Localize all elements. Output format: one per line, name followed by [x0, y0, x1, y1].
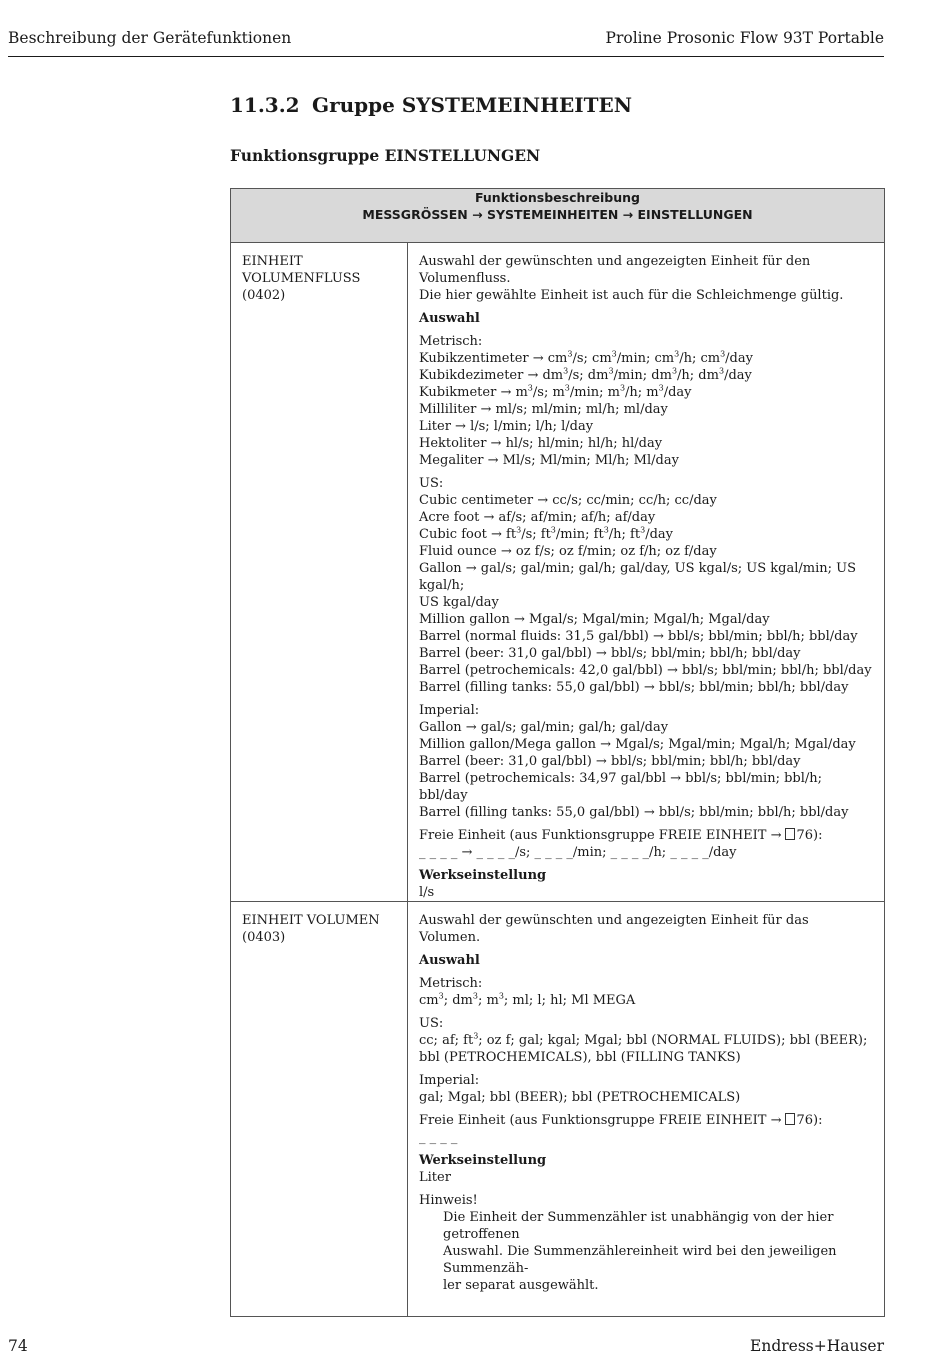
free-unit-text: Freie Einheit (aus Funktionsgruppe FREIE EINHEIT → — [419, 1113, 782, 1128]
imperial-unit-line: Million gallon/Mega gallon → Mgal/s; Mgal/min; Mgal/h; Mgal/day — [419, 737, 856, 752]
note-block — [419, 1192, 872, 1294]
default-value: l/s — [419, 885, 435, 900]
auswahl-heading: Auswahl — [419, 953, 480, 968]
imperial-title: Imperial: — [419, 1073, 480, 1088]
subsection-title: Funktionsgruppe EINSTELLUNGEN — [230, 146, 541, 165]
description-line: Auswahl der gewünschten und angezeigten Einheit für das Volumen. — [419, 913, 809, 945]
default-block — [419, 1152, 872, 1186]
imperial-title: Imperial: — [419, 703, 480, 718]
note-line: ler separat ausgewählt. — [443, 1278, 599, 1293]
page-reference: 76): — [796, 1113, 823, 1128]
function-name: EINHEIT VOLUMENFLUSS — [242, 254, 361, 286]
page-reference-icon — [785, 828, 795, 840]
imperial-unit-line: Barrel (petrochemicals: 34,97 gal/bbl → bbl/s; bbl/min; bbl/h; bbl/day — [419, 771, 823, 803]
us-title: US: — [419, 476, 444, 491]
description-line: Die hier gewählte Einheit ist auch für die Schleichmenge gültig. — [419, 288, 844, 303]
us-unit-line: Million gallon → Mgal/s; Mgal/min; Mgal/h; Mgal/day — [419, 612, 770, 627]
free-unit-block — [419, 827, 872, 861]
brand-name: Endress+Hauser — [750, 1337, 884, 1355]
us-title: US: — [419, 1016, 444, 1031]
metric-unit-line: Megaliter → Ml/s; Ml/min; Ml/h; Ml/day — [419, 453, 679, 468]
metric-unit-line: Hektoliter → hl/s; hl/min; hl/h; hl/day — [419, 436, 663, 451]
metric-unit-line: $cm^3$; $dm^3$; $m^3$; ml; l; hl; Ml MEGA — [419, 991, 636, 1008]
function-description-cell — [408, 243, 885, 902]
running-header-left: Beschreibung der Gerätefunktionen — [8, 29, 292, 47]
function-table — [230, 188, 885, 1317]
free-unit-pattern: _ _ _ _ — [419, 1130, 458, 1145]
table-row — [231, 902, 885, 1317]
metric-unit-line: Liter → l/s; l/min; l/h; l/day — [419, 419, 594, 434]
metric-units-block — [419, 975, 872, 1009]
note-line: Auswahl. Die Summenzählereinheit wird bei den jeweiligen Summenzäh- — [443, 1244, 837, 1276]
function-name-cell — [231, 902, 408, 1317]
description-line: Auswahl der gewünschten und angezeigten Einheit für den Volumenfluss. — [419, 254, 811, 286]
us-unit-line: Fluid ounce → oz f/s; oz f/min; oz f/h; oz f/day — [419, 544, 717, 559]
imperial-units-block — [419, 702, 872, 821]
imperial-unit-line: Barrel (filling tanks: 55,0 gal/bbl) → bbl/s; bbl/min; bbl/h; bbl/day — [419, 805, 849, 820]
free-unit-pattern: _ _ _ _ → _ _ _ _/s; _ _ _ _/min; _ _ _ _/h; _ _ _ _/day — [419, 845, 737, 860]
function-description-cell — [408, 902, 885, 1317]
page-number: 74 — [8, 1337, 28, 1355]
page-reference-icon — [785, 1113, 795, 1125]
us-unit-line: Cubic centimeter → cc/s; cc/min; cc/h; cc/day — [419, 493, 717, 508]
us-unit-line: cc; af; $ft^3$; oz f; gal; kgal; Mgal; bbl (NORMAL FLUIDS); bbl (BEER); — [419, 1031, 868, 1048]
metric-unit-line: Kubikzentimeter → $cm^3/s$; $cm^3/\min$; $cm^3/h$; $cm^3$/day — [419, 349, 753, 366]
metric-unit-line: Kubikmeter → $m^3/s$; $m^3/\min$; $m^3/h$; $m^3$/day — [419, 383, 692, 400]
default-heading: Werkseinstellung — [419, 1153, 547, 1168]
imperial-unit-line: Barrel (beer: 31,0 gal/bbl) → bbl/s; bbl/min; bbl/h; bbl/day — [419, 754, 801, 769]
function-name: EINHEIT VOLUMEN — [242, 913, 380, 928]
default-value: Liter — [419, 1170, 451, 1185]
us-unit-line: Barrel (petrochemicals: 42,0 gal/bbl) → bbl/s; bbl/min; bbl/h; bbl/day — [419, 663, 872, 678]
free-unit-text: Freie Einheit (aus Funktionsgruppe FREIE EINHEIT → — [419, 828, 782, 843]
table-header-path: MESSGRÖSSEN → SYSTEMEINHEITEN → EINSTELLUNGEN — [362, 207, 753, 222]
imperial-unit-line: gal; Mgal; bbl (BEER); bbl (PETROCHEMICALS) — [419, 1090, 741, 1105]
metric-unit-line: Kubikdezimeter → $dm^3/s$; $dm^3/\min$; $dm^3/h$; $dm^3$/day — [419, 366, 752, 383]
metric-title: Metrisch: — [419, 976, 483, 991]
default-heading: Werkseinstellung — [419, 868, 547, 883]
section-title-text: Gruppe SYSTEMEINHEITEN — [312, 93, 633, 117]
header-divider — [8, 56, 884, 57]
note-line: Die Einheit der Summenzähler ist unabhängig von der hier getroffenen — [443, 1210, 834, 1242]
section-title — [230, 93, 632, 117]
free-unit-block — [419, 1112, 872, 1146]
us-unit-line: Barrel (filling tanks: 55,0 gal/bbl) → bbl/s; bbl/min; bbl/h; bbl/day — [419, 680, 849, 695]
metric-title: Metrisch: — [419, 334, 483, 349]
imperial-unit-line: Gallon → gal/s; gal/min; gal/h; gal/day — [419, 720, 669, 735]
us-unit-line: Gallon → gal/s; gal/min; gal/h; gal/day, US kgal/s; US kgal/min; US kgal/h; — [419, 561, 857, 593]
us-unit-line: Cubic foot → $ft^3/s$; $ft^3/\min$; $ft^3/h$; $ft^3$/day — [419, 525, 673, 542]
us-unit-line: US kgal/day — [419, 595, 499, 610]
us-units-block — [419, 1015, 872, 1066]
us-units-block — [419, 475, 872, 696]
function-name-cell — [231, 243, 408, 902]
metric-units-block — [419, 333, 872, 469]
table-header — [231, 189, 885, 243]
us-unit-line: Barrel (normal fluids: 31,5 gal/bbl) → bbl/s; bbl/min; bbl/h; bbl/day — [419, 629, 858, 644]
table-header-title: Funktionsbeschreibung — [474, 190, 640, 205]
running-header-right: Proline Prosonic Flow 93T Portable — [605, 29, 884, 47]
section-number: 11.3.2 — [230, 93, 300, 117]
imperial-units-block — [419, 1072, 872, 1106]
function-code: (0402) — [242, 288, 286, 303]
page-reference: 76): — [796, 828, 823, 843]
auswahl-heading: Auswahl — [419, 311, 480, 326]
function-code: (0403) — [242, 930, 286, 945]
note-title: Hinweis! — [419, 1193, 478, 1208]
us-unit-line: Barrel (beer: 31,0 gal/bbl) → bbl/s; bbl/min; bbl/h; bbl/day — [419, 646, 801, 661]
metric-unit-line: Milliliter → ml/s; ml/min; ml/h; ml/day — [419, 402, 668, 417]
table-row — [231, 243, 885, 902]
us-unit-line: bbl (PETROCHEMICALS), bbl (FILLING TANKS) — [419, 1050, 741, 1065]
us-unit-line: Acre foot → af/s; af/min; af/h; af/day — [419, 510, 656, 525]
